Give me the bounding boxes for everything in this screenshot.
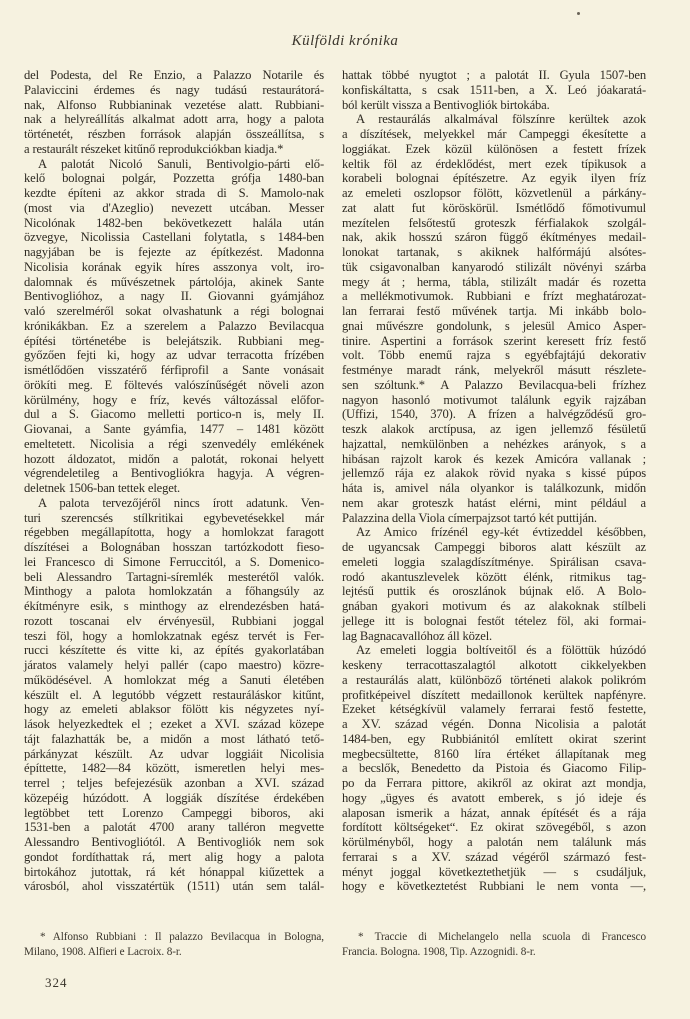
footnote-line: Francia. Bologna. 1908, Tip. Azzognidi. 8-r. — [342, 945, 536, 958]
text-line: A restaurálás alkalmával fölszínre kerültek azok — [356, 112, 646, 127]
text-line: kezdte építeni az akkor strada di S. Mamolo-nak — [24, 186, 324, 200]
text-line: del Podesta, del Re Enzio, a Palazzo Notarile és — [24, 68, 324, 82]
text-line: Palazzina della Viola címerpajzsot tartó két puttiján. — [342, 510, 597, 525]
text-line: a restaurált részeket kitűnő reprodukciókban kiadja.* — [24, 141, 284, 156]
text-line: háta is, amivel nála olyankor is találkozunk, midőn — [342, 481, 646, 495]
footnote-line: * Traccie di Michelangelo nella scuola di Francesco — [358, 931, 646, 943]
text-line: gnai művészre gondolunk, s jelesül Amico Asper- — [342, 318, 646, 333]
text-line: megy át ; herma, tábla, stilizált madár és rozetta — [342, 274, 646, 289]
text-line: megbecsültette, 8160 líra értéket állapítanak meg — [342, 746, 646, 761]
text-line: alaposan ismerik a házat, annak építését és a rája — [342, 805, 646, 820]
footnote-right — [342, 930, 646, 959]
text-line: deletnek 1506-ban tettek eleget. — [24, 481, 181, 495]
text-line: 1531-ben a palotát 4700 arany talléron megvette — [24, 820, 324, 835]
text-line: birtokához jutottak, rá két hónappal kiűzettek a — [24, 864, 324, 879]
text-line: hogy az emeleti ablaksor fölött kis négyzetes nyí- — [24, 702, 324, 717]
text-line: festménye maradt ránk, melyekről másutt részlete- — [342, 363, 646, 377]
text-line: nak, akik hosszú száron függő ékítményes medail- — [342, 230, 646, 245]
text-line: lások helyezkedtek el ; ezeket a XVI. század közepe — [24, 717, 324, 731]
text-line: Az Amico frízénél egy-két évtizeddel későbben, — [356, 525, 646, 540]
text-line: Palaviccini érdemes és nagy tudású restaurátorá- — [24, 82, 324, 97]
text-line: A palota tervezőjéről nincs írott adatunk. Ven- — [38, 495, 324, 510]
text-line: ékítményre esik, s minthogy az elrendezésben hatá- — [24, 599, 324, 613]
text-line: dul a S. Giacomo melletti portico-n is, mely II. — [24, 407, 324, 422]
text-line: a XV. század végén. Donna Nicolisia a palotát — [342, 717, 646, 731]
footnote-left — [24, 930, 324, 959]
text-line: keskeny terracottaszalagtól alkotott cikkelyekben — [342, 658, 646, 672]
text-line: beli Alessandro Tartagni-síremlék mesterétől valók. — [24, 569, 324, 584]
text-line: rodó akantuszlevelek között élénk, ritmikus tag- — [342, 569, 646, 584]
text-line: járatos valamely helyi pallér (capo maestro) közre- — [24, 658, 324, 672]
text-line: nagyjában be is fejezte az építkezést. Madonna — [24, 245, 324, 259]
text-line: özvegye, Nicolissia Castellani folytatla, s 1484-ben — [24, 230, 324, 245]
text-line: körülményből, hogy a palotán nem találunk más — [342, 835, 646, 849]
text-line: (most via d'Azeglio) nevezett utcában. Messer — [24, 200, 324, 215]
text-line: díszítései a Bolognában hosszan tartózkodott fieso- — [24, 540, 324, 554]
text-line: építési történetébe is belejátszik. Rubbiani meg- — [24, 333, 324, 348]
text-line: a restaurálás alatt, különböző történeti alakok polikróm — [342, 672, 646, 687]
text-line: fordított költségeket“. Ez okirat szövegéből, s azon — [342, 820, 646, 835]
text-line: nak a helyreállítás alkalmat adott arra, hogy a palota — [24, 112, 324, 127]
left-text-column — [24, 68, 324, 894]
text-line: (Uffizi, 1540, 370). A frízen a halvégződésű gro- — [342, 407, 646, 422]
text-line: való szerelméről sokat olvashatunk a régi bolognai — [24, 304, 324, 318]
text-line: párkányzat készült. Az udvar loggiáit Nicolisia — [24, 746, 324, 761]
text-line: kelő bolognai polgár, Pozzetta grófja 1480-ban — [24, 171, 324, 186]
text-line: A palotát Nicoló Sanuli, Bentivolgio-párti elő- — [38, 156, 324, 171]
text-line: tük csigavonalban kanyarodó stilizált növényi szárba — [342, 259, 646, 274]
text-line: legtöbbet tett Lorenzo Campeggi biboros, aki — [24, 805, 324, 820]
text-line: profitképeivel díszített medaillonok kerültek napfényre. — [342, 687, 646, 702]
text-line: emeleti loggia szalagdíszítménye. Spirálisan csava- — [342, 554, 646, 569]
text-line: sen szóltunk.* A Palazzo Bevilacqua-beli frízhez — [342, 377, 646, 392]
right-text-column — [342, 68, 646, 894]
footnote-line: Milano, 1908. Alfieri e Lacroix. 8-r. — [24, 945, 182, 958]
text-line: működésével. A homlokzat még a Sanuti életében — [24, 672, 324, 687]
text-line: 1484-ben, egy Rubbiánitól említett okirat szerint — [342, 731, 646, 746]
text-line: konfiskáltatta, s csak 1511-ben, a X. Leó jóakaratá- — [342, 82, 646, 97]
text-line: történetét, részben források alapján összeállítsa, s — [24, 127, 324, 141]
text-line: hogy e következtetést Rubbiani le nem vonta —, — [342, 879, 646, 894]
text-line: po da Ferrara pittore, akikről az okirat azt mondja, — [342, 776, 646, 790]
text-line: loggiákat. Ezek közül különösen a festett frízek — [342, 141, 646, 156]
text-line: gondot fordíthattak rá, mert alig hogy a palota — [24, 849, 324, 864]
text-line: lan ferrarai festő művének tartja. Mi inkább bolo- — [342, 304, 646, 318]
text-line: ismétlődően visszatérő férfiprofil a Sante vonásait — [24, 363, 324, 377]
text-line: a díszítések, melyekkel már Campeggi ékesítette a — [342, 127, 646, 141]
text-line: Nicolónak 1482-ben bekövetkezett halála után — [24, 215, 324, 230]
text-line: Nicolisia korának egyik híres asszonya volt, iro- — [24, 259, 324, 274]
text-line: dalomnak és művészetnek pártolója, akinek Sante — [24, 274, 324, 289]
text-line: rucci készítette és vitte ki, az építés gyakorlatában — [24, 643, 324, 658]
text-line: végrendeletileg a Bentivogliókra hagyja. A végren- — [24, 466, 324, 481]
text-line: körülmény, hogy e fríz, kevés változással előfor- — [24, 392, 324, 407]
running-title: Külföldi krónika — [291, 33, 399, 49]
footnote-line: * Alfonso Rubbiani : Il palazzo Bevilacqua in Bologna, — [40, 931, 324, 943]
text-line: tinire. Aspertini a források szerint keresett fríz festő — [342, 333, 646, 348]
text-line: teszk alakok arctípusa, az igen jellemző fésületű — [342, 422, 646, 436]
text-line: hajzattal, nemkülönben a nehézkes arányok, s a — [342, 436, 646, 451]
text-line: zat alatt fut köröskörül. Ismétlődő főmotivumul — [342, 200, 646, 215]
text-line: a becslők, Benedetto da Pistoia és Giacomo Filip- — [342, 761, 646, 776]
text-line: nagyon hasonló motivumot találunk egyik rajzában — [342, 392, 646, 407]
text-line: de ugyancsak Campeggi biboros alatt készült az — [342, 540, 646, 554]
text-line: rozott toscanai elv érvényesül, Rubbiani joggal — [24, 613, 324, 628]
text-line: Bentivoglióhoz, a nagy II. Giovanni gyámjához — [24, 289, 324, 304]
text-line: ból került vissza a Bentivogliók birtokába. — [342, 97, 550, 112]
text-line: közepéig húzódott. A loggiák díszítése érdekében — [24, 790, 324, 805]
text-line: emeltetett. Nicolisia a régi szenvedély emlékének — [24, 436, 324, 451]
text-line: gnában gyakori motivum és az alakoknak stílbeli — [342, 599, 646, 613]
page-number: 324 — [45, 975, 68, 990]
text-line: győzően fejti ki, hogy az udvar terracotta frízében — [24, 348, 324, 363]
text-line: teszi föl, hogy a homlokzatnak egész tervét is Fer- — [24, 628, 324, 643]
text-line: építtette, 1482—84 között, ismeretlen helyi mes- — [24, 761, 324, 776]
text-line: Minthogy a palota homlokzatán a főhangsúly az — [24, 584, 324, 599]
text-line: krónikákban. Ez a szerelem a Palazzo Bevilacqua — [24, 318, 324, 333]
text-line: korabeli bolognai építészetre. Az egyik ilyen fríz — [342, 171, 646, 186]
text-line: hattak többé nyugtot ; a palotát II. Gyula 1507-ben — [342, 68, 646, 82]
text-line: lei Francesco di Simone Ferruccitól, a S. Domenico- — [24, 554, 324, 569]
text-line: hibásan rajzolt karok és kezek Amicóra vallanak ; — [342, 451, 646, 466]
text-line: készült el. A legutóbb végzett restauráláskor kitűnt, — [24, 687, 324, 702]
text-line: terrel ; teljes befejezésük azonban a XVI. század — [24, 776, 324, 790]
text-line: keltik föl az érdeklődést, mert ezek típikusok a — [342, 156, 646, 171]
text-line: ferrarai s a XV. század végéről származó fest- — [342, 849, 646, 864]
text-line: örökíti meg. E föltevés valószínűségét növeli azon — [24, 377, 324, 392]
text-line: régebben megállapította, hogy a homlokzat faragott — [24, 525, 324, 540]
text-line: Ezeket kétségkívül valamely ferrarai festő festette, — [342, 702, 646, 717]
text-line: hozott áldozatot, midőn a palotát, rokonai helyett — [24, 451, 324, 466]
text-line: volt. Több enemű rajza s egyébfajtájú dekorativ — [342, 348, 646, 363]
text-line: városból, ahol visszatértük (1511) után sem talál- — [24, 879, 324, 894]
text-line: lonokat tartanak, s akiknek halfórmájú alsótes- — [342, 245, 646, 259]
text-line: lag Bagnacavallóhoz áll közel. — [342, 628, 493, 643]
text-line: jellege itt is bolognai festőt tételez föl, aki formai- — [342, 613, 646, 628]
text-line: lejtésű puttik és oroszlánok bújnak elő. A Bolo- — [342, 584, 646, 599]
text-line: mezítelen felsőtestű groteszk férfialakok szolgál- — [342, 215, 646, 230]
text-line: tájt falazhatták be, a midőn a most látható tető- — [24, 731, 324, 746]
text-line: az emeleti oszlopsor fölött, közvetlenül a párkány- — [342, 186, 646, 200]
text-line: Giovanai, a Sante gyámfia, 1477 – 1481 között — [24, 422, 324, 436]
text-line: nem akar groteszk hatást elérni, mint például a — [342, 495, 646, 510]
text-line: Alessandro Bentivogliótól. A Bentivogliók nem sok — [24, 835, 324, 849]
text-line: hogy „ügyes és avatott emberek, s jó ideje és — [342, 790, 646, 805]
text-line: ményt joggal következtethetjük — s csudáljuk, — [342, 864, 646, 879]
text-line: jellemző rája ez alakok rövid nyaka s kissé púpos — [342, 466, 646, 481]
text-line: Az emeleti loggia boltíveitől és a fölöttük húzódó — [356, 643, 646, 658]
speck-mark — [577, 12, 580, 15]
text-line: turi szerencsés stílkritikai egybevetésekkel már — [24, 510, 324, 525]
text-line: a mellékmotivumok. Rubbiani e frízt meghatározat- — [342, 289, 646, 304]
text-line: nak, Alfonso Rubbianinak vezetése alatt. Rubbiani- — [24, 97, 324, 112]
